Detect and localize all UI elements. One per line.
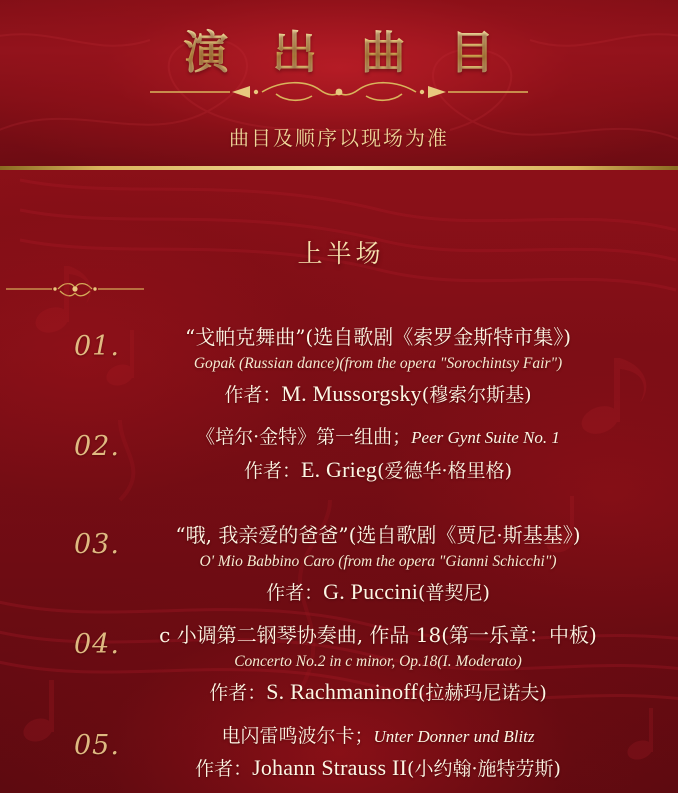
program-item <box>26 423 652 509</box>
program-item <box>26 323 652 411</box>
page-title: 演 出 曲 目 <box>0 16 678 81</box>
composer-name-latin: Johann Strauss II <box>252 755 408 781</box>
program-item-composer <box>122 750 634 785</box>
composer-name-latin: G. Puccini <box>323 579 419 605</box>
program-item <box>26 722 652 793</box>
composer-prefix: 作者： <box>224 384 282 407</box>
program-item-title-en: Unter Donner und Blitz <box>373 726 535 746</box>
composer-name-cn: (爱德华·格里格) <box>377 459 513 482</box>
composer-name-latin: S. Rachmaninoff <box>266 679 418 705</box>
composer-name-cn: (拉赫玛尼诺夫) <box>417 682 547 705</box>
program-list <box>0 323 678 793</box>
program-item-title-cn: 《培尔·金特》第一组曲； <box>196 426 412 449</box>
composer-name-cn: (小约翰·施特劳斯) <box>407 758 561 781</box>
program-item-number: 04. <box>74 629 120 661</box>
program-item <box>26 621 652 709</box>
program-item-title-cn: c 小调第二钢琴协奏曲, 作品 18(第一乐章：中板) <box>159 623 597 648</box>
program-item-composer <box>122 574 634 609</box>
composer-name-latin: M. Mussorgsky <box>281 381 422 407</box>
composer-name-cn: (普契尼) <box>418 582 490 605</box>
page-header <box>0 0 678 170</box>
composer-name-latin: E. Grieg <box>301 456 378 482</box>
program-item-number: 03. <box>74 529 120 561</box>
program-item-title-cn: “戈帕克舞曲”(选自歌剧《索罗金斯特市集》) <box>184 325 572 349</box>
section-divider-ornament <box>0 278 150 300</box>
composer-prefix: 作者： <box>243 459 301 482</box>
composer-prefix: 作者： <box>195 758 253 781</box>
program-item-number: 02. <box>74 431 120 463</box>
program-item-number: 05. <box>74 729 120 761</box>
program-item-number: 01. <box>74 331 120 362</box>
program-item-body <box>122 423 652 487</box>
program-item-title-en: Concerto No.2 in c minor, Op.18(I. Moderato) <box>234 653 522 671</box>
header-divider-ornament <box>0 78 678 106</box>
program-item-title-line <box>122 722 634 751</box>
program-item-title-en: Gopak (Russian dance)(from the opera "Sorochintsy Fair") <box>193 355 563 372</box>
composer-name-cn: (穆索尔斯基) <box>421 384 532 407</box>
composer-prefix: 作者： <box>209 682 267 705</box>
program-item-composer <box>122 452 634 487</box>
page-subtitle: 曲目及顺序以现场为准 <box>229 126 449 150</box>
program-item-body <box>122 722 652 786</box>
program-item-title-en: Peer Gynt Suite No. 1 <box>411 428 560 448</box>
program-item <box>26 521 652 609</box>
program-item-title-en: O' Mio Babbino Caro (from the opera "Gianni Schicchi") <box>199 553 557 571</box>
program-item-body <box>122 621 652 709</box>
program-item-composer <box>122 376 634 411</box>
program-item-title-line <box>122 423 634 452</box>
program-item-body <box>122 521 652 609</box>
program-item-title-cn: “哦, 我亲爱的爸爸”(选自歌剧《贾尼·斯基基》) <box>175 523 581 548</box>
program-item-body <box>122 323 652 411</box>
program-item-composer <box>122 674 634 709</box>
section-title: 上半场 <box>297 239 385 268</box>
program-item-title-cn: 电闪雷鸣波尔卡； <box>221 724 374 747</box>
composer-prefix: 作者： <box>266 582 324 605</box>
